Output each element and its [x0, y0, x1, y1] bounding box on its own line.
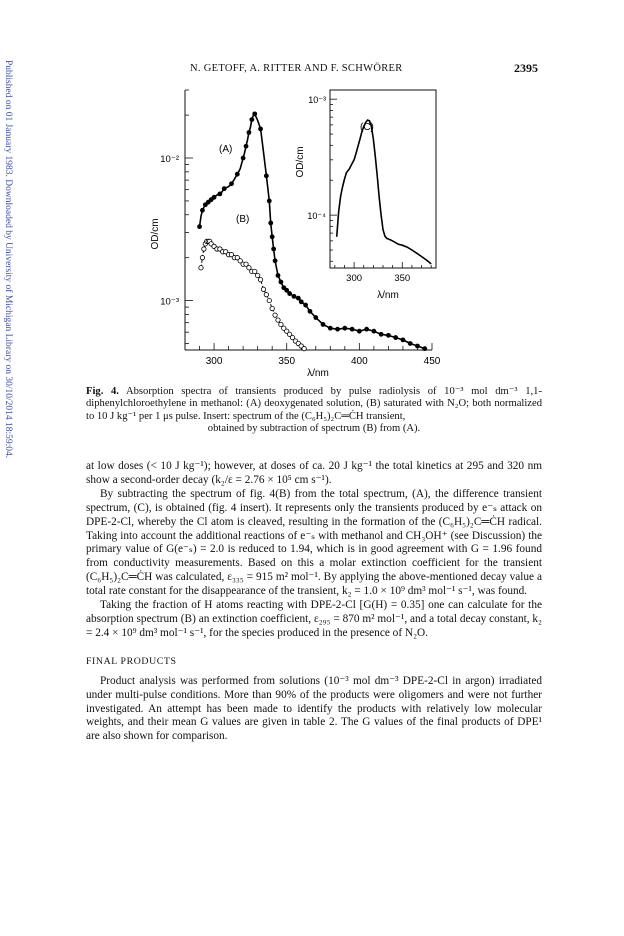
main-x-tick-label: 350 [278, 356, 296, 367]
series-a-point [350, 327, 355, 332]
main-y-tick-label: 10⁻³ [160, 296, 179, 308]
figure-caption [86, 386, 542, 436]
caption-text: Absorption spectra of transients produced by pulse radiolysis of 10⁻³ mol dm⁻³ 1,1-diphenylchloroethylene in methanol: (A) deoxygenated solution, (B) saturated with N₂O; both normalized to 10 J kg⁻¹ per 1 μs pulse. Insert: spectrum of the (C₆H₅)₂C═ĊH transient, [86, 386, 542, 422]
caption-label: Fig. 4. [86, 386, 119, 397]
paragraph-4: Product analysis was performed from solutions (10⁻³ mol dm⁻³ DPE-2-Cl in argon) irradiated under multi-pulse conditions. More than 90% of the products were oligomers and were not further investigated. An attempt has been made to identify the products with relatively low molecular weights, and their mean G values are given in table 2. The G values of the final products of DPE¹ are also shown for comparison. [86, 674, 542, 743]
inset-y-tick-label: 10⁻³ [308, 95, 326, 106]
series-a-point [273, 258, 278, 263]
paragraph-3: Taking the fraction of H atoms reacting with DPE-2-Cl [G(H) = 0.35] one can calculate for the absorption spectrum (B) an extinction coefficient, ε₂₉₅ = 870 m² mol⁻¹, and a total decay constant, k₂ = 2.4 × 10⁹ dm³ mol⁻¹ s⁻¹, for the species produced in the presence of N₂O. [86, 599, 542, 639]
series-a-point [278, 280, 283, 285]
download-watermark [0, 60, 14, 620]
series-a-point [328, 326, 333, 331]
series-a-point [342, 326, 347, 331]
inset-plot [295, 90, 436, 301]
series-b-point [264, 292, 268, 296]
series-a-point [287, 291, 292, 296]
main-ylabel: OD/cm [150, 218, 161, 250]
series-a-point [335, 327, 340, 332]
series-a-point [276, 273, 281, 278]
series-b-point [267, 298, 271, 302]
series-b-point [273, 313, 277, 317]
series-a-point [270, 234, 275, 239]
series-a-point [271, 247, 276, 252]
series-a-point [241, 156, 246, 161]
series-b-point [302, 346, 306, 350]
inset-y-tick-label: 10⁻⁴ [307, 211, 326, 222]
series-b-point [253, 269, 257, 273]
main-y-tick-label: 10⁻² [160, 154, 179, 166]
series-a-point [321, 322, 326, 327]
series-a-point [252, 111, 257, 116]
figure-4 [140, 82, 470, 380]
series-b-point [261, 287, 265, 291]
series-b-point [276, 318, 280, 322]
series-a-point [357, 329, 362, 334]
series-a-point [303, 303, 308, 308]
series-a-point [229, 181, 234, 186]
inset-ylabel: OD/cm [295, 146, 306, 178]
series-a-point [267, 199, 272, 204]
series-a-point [292, 294, 297, 299]
series-b-point [200, 255, 204, 259]
running-header: N. GETOFF, A. RITTER AND F. SCHWÖRER [190, 63, 403, 74]
inset-frame [330, 90, 436, 268]
series-b-point [199, 266, 203, 270]
series-b-point [247, 266, 251, 270]
series-a-point [299, 299, 304, 304]
series-c-label: (C) [360, 122, 374, 133]
series-b-point [202, 247, 206, 251]
series-b-point [270, 306, 274, 310]
inset-xlabel: λ/nm [377, 290, 399, 301]
series-a-point [247, 130, 252, 135]
series-a-point [386, 333, 391, 338]
series-a-point [197, 224, 202, 229]
series-a-point [422, 346, 427, 351]
series-a-point [364, 327, 369, 332]
series-a-point [244, 144, 249, 149]
series-a-point [308, 309, 313, 314]
series-b-label: (B) [236, 214, 250, 225]
paragraph-2: By subtracting the spectrum of fig. 4(B) from the total spectrum, (A), the difference transient spectrum, (C), is obtained (fig. 4 insert). It represents only the transients produced by e⁻ₛ attack on DPE-2-Cl, whereby the Cl atom is cleaved, resulting in the formation of the (C₆H₅)₂C═ĊH radical. Taking into account the additional reactions of e⁻ₛ with methanol and CH₃OH⁺ (see Discussion) the primary value of G(e⁻ₛ) = 2.0 is reduced to 1.94, which is in good agreement with G = 1.96 found from conductivity measurements. Based on this a molar extinction coefficient for the transient (C₆H₅)₂C═ĊH was calculated, ε₃₃₅ = 915 m² mol⁻¹. By applying the above-mentioned decay value a total rate constant for the disappearance of the transient, k₂ = 1.0 × 10⁹ dm³ mol⁻¹ s⁻¹, was found. [86, 487, 542, 598]
series-b-point [255, 273, 259, 277]
series-a-point [222, 186, 227, 191]
watermark-text: Published on 01 January 1983. Downloaded by University of Michigan Library on 30/10/2014 18:59:04. [3, 60, 13, 459]
series-a-point [249, 117, 254, 122]
series-a-point [268, 221, 273, 226]
series-a-point [200, 208, 205, 213]
series-b-point [258, 278, 262, 282]
body-text [86, 460, 542, 744]
series-b-point [279, 322, 283, 326]
series-a-point [217, 192, 222, 197]
main-x-tick-label: 450 [423, 356, 441, 367]
inset-x-tick-label: 350 [394, 273, 411, 284]
main-x-tick-label: 400 [351, 356, 368, 367]
inset-x-tick-label: 300 [346, 273, 363, 284]
series-a-label: (A) [219, 144, 233, 155]
main-x-tick-label: 300 [205, 356, 223, 367]
series-a-point [212, 195, 217, 200]
series-a-point [258, 127, 263, 132]
series-a-point [408, 341, 413, 346]
series-a-point [379, 332, 384, 337]
section-title: FINAL PRODUCTS [86, 655, 177, 667]
caption-last-line: obtained by subtraction of spectrum (B) from (A). [207, 423, 421, 435]
series-a-point [401, 337, 406, 342]
series-a-point [371, 329, 376, 334]
series-a-point [393, 335, 398, 340]
series-a-point [313, 315, 318, 320]
main-xlabel: λ/nm [307, 368, 329, 379]
page-number: 2395 [514, 61, 538, 75]
paragraph-1: at low doses (< 10 J kg⁻¹); however, at doses of ca. 20 J kg⁻¹ the total kinetics at 295 and 320 nm show a second-order decay (k₂/ε = 2.76 × 10⁵ cm s⁻¹). [86, 460, 542, 486]
series-a-point [264, 173, 269, 178]
series-a-point [415, 344, 420, 349]
series-a-point [235, 172, 240, 177]
